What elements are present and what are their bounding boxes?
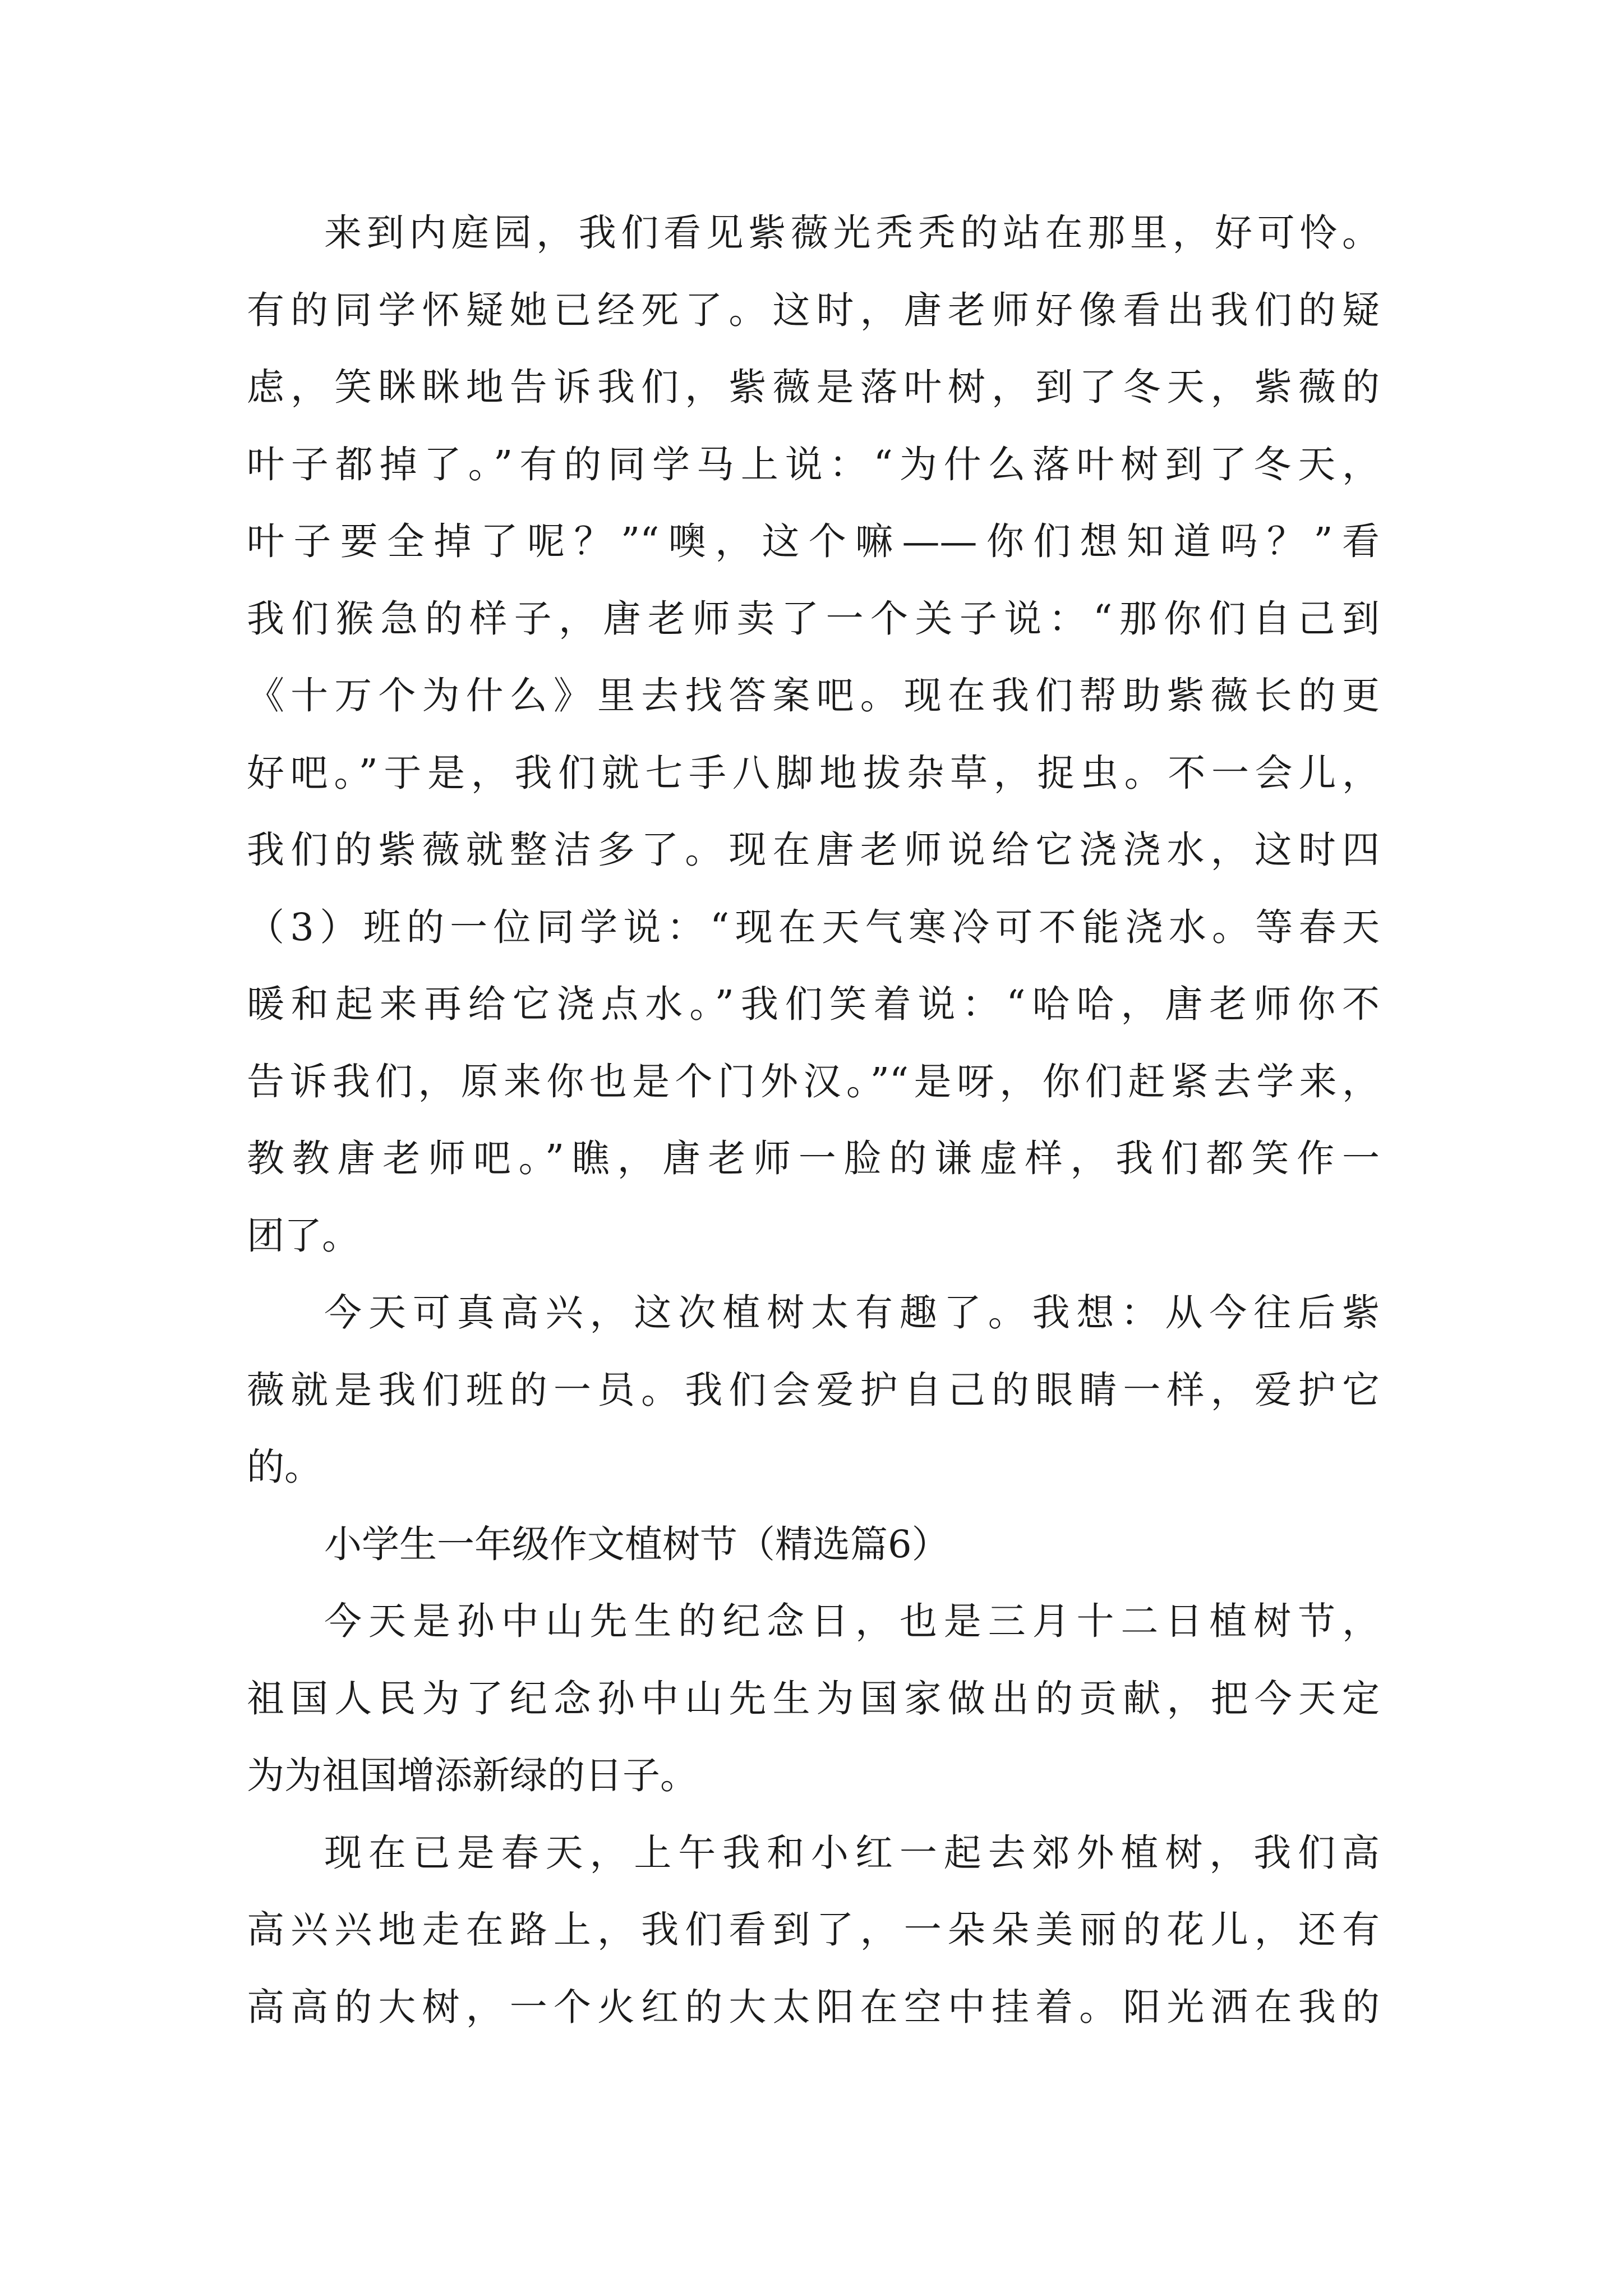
paragraph-line: 我们猴急的样子，唐老师卖了一个关子说：“那你们自己到 xyxy=(247,597,1380,641)
paragraph-line: 叶子要全掉了呢？”“噢，这个嘛——你们想知道吗？”看 xyxy=(247,519,1380,563)
paragraph-line: 的。 xyxy=(247,1445,322,1489)
paragraph-line: 暖和起来再给它浇点水。”我们笑着说：“哈哈，唐老师你不 xyxy=(247,982,1380,1026)
paragraph-line: 高高的大树，一个火红的大太阳在空中挂着。阳光洒在我的 xyxy=(247,1985,1380,2029)
paragraph-line: 虑，笑眯眯地告诉我们，紫薇是落叶树，到了冬天，紫薇的 xyxy=(247,365,1380,409)
paragraph-line: 今天是孙中山先生的纪念日，也是三月十二日植树节， xyxy=(324,1599,1380,1643)
paragraph-line: 为为祖国增添新绿的日子。 xyxy=(247,1754,698,1797)
paragraph-line: 今天可真高兴，这次植树太有趣了。我想：从今往后紫 xyxy=(324,1291,1380,1335)
paragraph-line: 告诉我们，原来你也是个门外汉。”“是呀，你们赶紧去学来， xyxy=(247,1060,1380,1103)
paragraph-line: 团了。 xyxy=(247,1214,359,1258)
paragraph-line: （3）班的一位同学说：“现在天气寒冷可不能浇水。等春天 xyxy=(247,905,1380,949)
section-heading: 小学生一年级作文植树节（精选篇6） xyxy=(324,1522,949,1566)
paragraph-line: 叶子都掉了。”有的同学马上说：“为什么落叶树到了冬天， xyxy=(247,443,1380,486)
paragraph-line: 有的同学怀疑她已经死了。这时，唐老师好像看出我们的疑 xyxy=(247,288,1380,332)
paragraph-line: 来到内庭园，我们看见紫薇光秃秃的站在那里，好可怜。 xyxy=(324,211,1380,255)
paragraph-line: 高兴兴地走在路上，我们看到了，一朵朵美丽的花儿，还有 xyxy=(247,1908,1380,1952)
paragraph-line: 教教唐老师吧。”瞧，唐老师一脸的谦虚样，我们都笑作一 xyxy=(247,1137,1380,1180)
paragraph-line: 我们的紫薇就整洁多了。现在唐老师说给它浇浇水，这时四 xyxy=(247,828,1380,872)
paragraph-line: 祖国人民为了纪念孙中山先生为国家做出的贡献，把今天定 xyxy=(247,1677,1380,1720)
paragraph-line: 薇就是我们班的一员。我们会爱护自己的眼睛一样，爱护它 xyxy=(247,1368,1380,1412)
paragraph-line: 《十万个为什么》里去找答案吧。现在我们帮助紫薇长的更 xyxy=(247,674,1380,717)
paragraph-line: 现在已是春天，上午我和小红一起去郊外植树，我们高 xyxy=(324,1831,1380,1875)
paragraph-line: 好吧。”于是，我们就七手八脚地拔杂草，捉虫。不一会儿， xyxy=(247,751,1380,795)
